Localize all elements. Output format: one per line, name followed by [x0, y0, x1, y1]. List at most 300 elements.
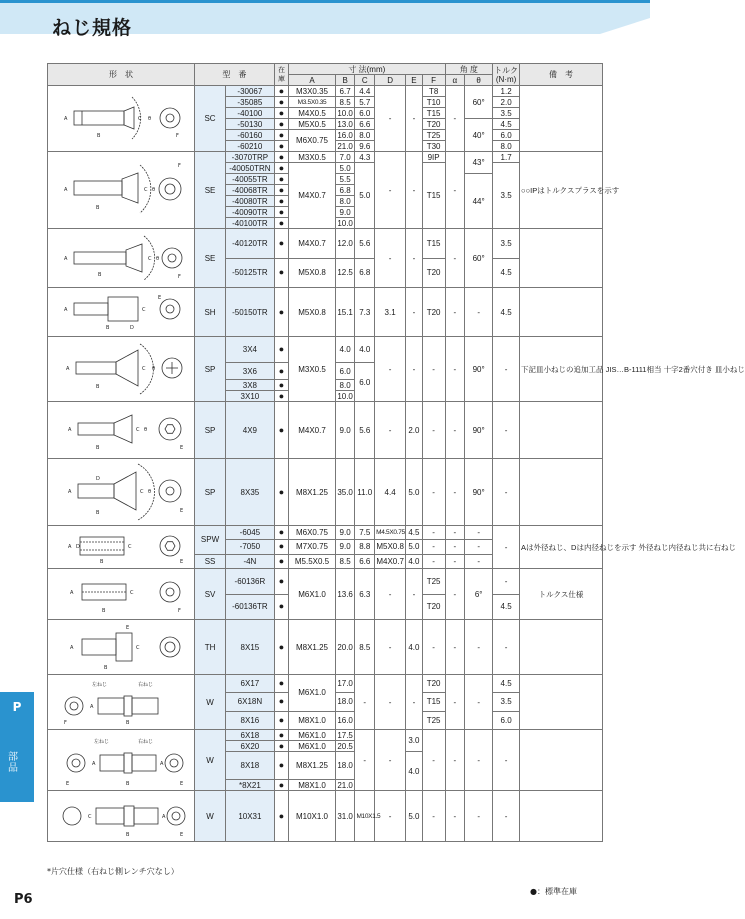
svg-text:B: B [126, 720, 130, 726]
remark [520, 459, 603, 526]
torque: 3.5 [493, 108, 520, 119]
svg-text:A: A [64, 187, 68, 193]
angle-theta: 60° [465, 86, 493, 119]
svg-text:A: A [68, 544, 72, 550]
dim-c: 6.6 [355, 554, 375, 568]
header-remarks: 備 考 [520, 64, 603, 86]
dim-c: 8.5 [355, 620, 375, 675]
stock-mark: ● [274, 711, 288, 729]
angle-theta: 40° [465, 119, 493, 152]
dim-b: 9.0 [335, 402, 355, 459]
svg-text:A: A [160, 761, 164, 767]
dim-b: 6.0 [335, 363, 355, 380]
dim-a: M8X1.0 [289, 711, 336, 729]
dim-a: M4X0.7 [289, 229, 336, 259]
svg-text:A: A [68, 427, 72, 433]
stock-mark: ● [274, 459, 288, 526]
svg-text:A: A [92, 761, 96, 767]
svg-text:E: E [66, 781, 70, 787]
shape-sp-8x35-drawing [48, 459, 195, 526]
dim-e: 4.0 [406, 620, 423, 675]
dim-b: 18.0 [335, 693, 355, 711]
angle-theta: - [465, 554, 493, 568]
model-number: 10X31 [226, 791, 275, 842]
model-number: -40050TRN [226, 163, 275, 174]
angle-theta: - [465, 288, 493, 337]
dim-f: - [422, 337, 445, 402]
dim-d: - [375, 402, 406, 459]
dim-b: 8.5 [335, 97, 355, 108]
torque: - [493, 730, 520, 791]
model-number: 8X35 [226, 459, 275, 526]
page-title: ねじ規格 [52, 17, 133, 39]
dim-e: 5.0 [406, 540, 423, 554]
dim-b: 21.0 [335, 780, 355, 791]
dim-f: - [422, 620, 445, 675]
torque: - [493, 569, 520, 595]
stock-mark: ● [274, 152, 288, 163]
header-shape: 形 状 [48, 64, 195, 86]
dim-e: 4.0 [406, 752, 423, 791]
model-number: 3X6 [226, 363, 275, 380]
dim-c: 6.0 [355, 108, 375, 119]
stock-mark: ● [274, 791, 288, 842]
svg-text:A: A [64, 115, 68, 122]
angle-alpha: - [445, 675, 465, 730]
dim-b: 6.8 [335, 185, 355, 196]
dim-f: T20 [422, 119, 445, 130]
dim-c: - [355, 730, 375, 791]
stock-mark: ● [274, 402, 288, 459]
torque: 3.5 [493, 163, 520, 229]
torque: - [493, 402, 520, 459]
dim-b: 35.0 [335, 459, 355, 526]
header-E: E [406, 75, 423, 86]
series-code: SC [195, 86, 226, 152]
torque: - [493, 459, 520, 526]
shape-sp-drawing [48, 337, 195, 402]
angle-theta: - [465, 675, 493, 730]
dim-f: T20 [422, 288, 445, 337]
svg-text:E: E [158, 295, 162, 301]
stock-mark: ● [274, 130, 288, 141]
stock-mark: ● [274, 540, 288, 554]
torque: - [493, 526, 520, 569]
dim-d: - [375, 229, 406, 288]
model-number: -40068TR [226, 185, 275, 196]
dim-c: 4.3 [355, 152, 375, 163]
angle-theta: 43° [465, 152, 493, 174]
svg-text:θ: θ [152, 187, 156, 193]
svg-text:θ: θ [148, 489, 152, 495]
dim-c: 4.4 [355, 86, 375, 97]
svg-text:θ: θ [144, 427, 148, 433]
dim-e: 4.0 [406, 554, 423, 568]
svg-text:B: B [97, 132, 101, 139]
remark: ○○IPはトルクスプラスを示す [520, 152, 603, 229]
angle-alpha: - [445, 337, 465, 402]
dim-a: M6X1.0 [289, 730, 336, 741]
model-number: 4X9 [226, 402, 275, 459]
dim-a: M3X0.35 [289, 86, 336, 97]
dim-b: 8.0 [335, 380, 355, 391]
svg-text:D: D [130, 325, 134, 331]
dim-a: M8X1.25 [289, 620, 336, 675]
stock-mark: ● [274, 620, 288, 675]
header-theta: θ [465, 75, 493, 86]
dim-b: 6.7 [335, 86, 355, 97]
torque: 8.0 [493, 141, 520, 152]
dim-c: 7.3 [355, 288, 375, 337]
shape-th-drawing [48, 620, 195, 675]
stock-mark: ● [274, 185, 288, 196]
model-number: 8X15 [226, 620, 275, 675]
model-number: 6X20 [226, 741, 275, 752]
svg-text:B: B [126, 781, 130, 787]
dim-c: 6.6 [355, 119, 375, 130]
dim-c: 5.0 [355, 163, 375, 229]
category-tab[interactable] [0, 692, 34, 802]
svg-text:θ: θ [156, 256, 160, 262]
stock-mark: ● [274, 752, 288, 780]
dim-a: M5X0.8 [289, 288, 336, 337]
stock-mark: ● [274, 337, 288, 363]
dim-e: 3.0 [406, 730, 423, 752]
torque: 6.0 [493, 711, 520, 729]
svg-text:D: D [76, 544, 80, 550]
svg-text:B: B [96, 205, 100, 211]
dim-b: 20.0 [335, 620, 355, 675]
stock-mark: ● [274, 196, 288, 207]
model-number: 3X4 [226, 337, 275, 363]
dim-e: 4.5 [406, 526, 423, 540]
svg-text:C: C [136, 427, 140, 433]
dim-d: 4.4 [375, 459, 406, 526]
angle-theta: 6° [465, 569, 493, 620]
model-number: -40100TR [226, 218, 275, 229]
stock-mark: ● [274, 163, 288, 174]
dim-b: 17.0 [335, 675, 355, 693]
shape-w2-drawing [48, 730, 195, 791]
stock-mark: ● [274, 288, 288, 337]
dim-a: M6X0.75 [289, 130, 336, 152]
stock-mark: ● [274, 780, 288, 791]
svg-text:F: F [178, 274, 181, 280]
svg-text:E: E [180, 559, 184, 565]
angle-alpha: - [445, 288, 465, 337]
model-number: -40120TR [226, 229, 275, 259]
torque: 2.0 [493, 97, 520, 108]
angle-alpha: - [445, 526, 465, 540]
dim-d: 3.1 [375, 288, 406, 337]
stock-legend: ●：標準在庫 [530, 887, 577, 896]
dim-d: - [375, 152, 406, 229]
model-number: 8X18 [226, 752, 275, 780]
angle-alpha: - [445, 620, 465, 675]
stock-mark: ● [274, 229, 288, 259]
dim-b: 13.6 [335, 569, 355, 620]
dim-f: - [422, 459, 445, 526]
dim-a: M5X0.5 [289, 119, 336, 130]
dim-b: 21.0 [335, 141, 355, 152]
model-number: 3X8 [226, 380, 275, 391]
dim-f: T10 [422, 97, 445, 108]
dim-a: M6X1.0 [289, 675, 336, 712]
stock-mark: ● [274, 526, 288, 540]
dim-d: M4X0.7 [375, 554, 406, 568]
remark [520, 402, 603, 459]
dim-b: 31.0 [335, 791, 355, 842]
dim-f: 9IP [422, 152, 445, 163]
dim-c: 4.0 [355, 337, 375, 363]
series-code: TH [195, 620, 226, 675]
torque: 1.7 [493, 152, 520, 163]
header-D: D [375, 75, 406, 86]
dim-c: 6.0 [355, 363, 375, 402]
label-right-thread: 右ねじ [138, 682, 154, 688]
angle-theta: 44° [465, 174, 493, 229]
dim-c: 6.8 [355, 258, 375, 288]
svg-text:C: C [142, 366, 146, 372]
dim-c: 6.3 [355, 569, 375, 620]
series-code: SE [195, 229, 226, 288]
dim-c: 5.6 [355, 402, 375, 459]
dim-a: M3X0.5 [289, 152, 336, 163]
svg-text:E: E [180, 445, 184, 451]
dim-b: 10.0 [335, 108, 355, 119]
model-number: 8X16 [226, 711, 275, 729]
remark: トルクス仕様 [520, 569, 603, 620]
dim-c: 8.8 [355, 540, 375, 554]
dim-a: M5X0.8 [289, 258, 336, 288]
stock-mark: ● [274, 569, 288, 595]
angle-alpha: - [445, 229, 465, 288]
dim-f: T25 [422, 130, 445, 141]
angle-alpha: - [445, 540, 465, 554]
dim-a: M3.5X0.35 [289, 97, 336, 108]
svg-text:F: F [178, 163, 181, 169]
svg-text:D: D [96, 476, 100, 482]
stock-mark: ● [274, 594, 288, 620]
header-F: F [422, 75, 445, 86]
dim-f: T20 [422, 258, 445, 288]
angle-alpha: - [445, 554, 465, 568]
dim-e: 5.0 [406, 459, 423, 526]
series-code: W [195, 730, 226, 791]
tab-category: 部品 [8, 752, 18, 774]
svg-text:B: B [98, 272, 102, 278]
label-right-thread: 右ねじ [138, 739, 154, 745]
footnote: *片穴仕様（右ねじ側レンチ穴なし） [47, 867, 179, 876]
dim-d: - [375, 675, 406, 730]
label-left-thread: 左ねじ [92, 682, 108, 688]
model-number: -60160 [226, 130, 275, 141]
svg-text:F: F [64, 720, 67, 726]
model-number: -30067 [226, 86, 275, 97]
svg-text:C: C [138, 115, 142, 122]
model-number: -50150TR [226, 288, 275, 337]
svg-text:C: C [130, 590, 134, 596]
dim-c: M10X1.5 [355, 791, 375, 842]
dim-f: T20 [422, 594, 445, 620]
svg-text:E: E [126, 625, 130, 631]
svg-text:B: B [100, 559, 104, 565]
angle-alpha: - [445, 459, 465, 526]
dim-c: 5.6 [355, 229, 375, 259]
angle-theta: 60° [465, 229, 493, 288]
header-torque: トルク (N·m) [494, 65, 519, 84]
torque: 4.5 [493, 594, 520, 620]
dim-d: - [375, 791, 406, 842]
stock-mark: ● [274, 207, 288, 218]
model-number: 3X10 [226, 391, 275, 402]
svg-text:C: C [148, 256, 152, 262]
stock-mark: ● [274, 741, 288, 752]
dim-b: 17.5 [335, 730, 355, 741]
svg-text:A: A [64, 307, 68, 313]
shape-w3-drawing [48, 791, 195, 842]
shape-sv-drawing [48, 569, 195, 620]
spec-table [47, 63, 745, 842]
model-number: -3070TRP [226, 152, 275, 163]
svg-text:B: B [104, 665, 108, 671]
dim-a: M6X1.0 [289, 741, 336, 752]
svg-text:C: C [88, 814, 92, 820]
svg-text:B: B [102, 608, 106, 614]
header-C: C [355, 75, 375, 86]
dim-f: T8 [422, 86, 445, 97]
dim-e: - [406, 152, 423, 229]
dim-e: - [406, 86, 423, 152]
dim-f: T15 [422, 108, 445, 119]
dim-b: 9.0 [335, 526, 355, 540]
dim-b: 13.0 [335, 119, 355, 130]
shape-spw-drawing [48, 526, 195, 569]
torque: 3.5 [493, 229, 520, 259]
dim-b: 8.5 [335, 554, 355, 568]
dim-b: 9.0 [335, 540, 355, 554]
angle-theta: - [465, 620, 493, 675]
series-code: SPW [195, 526, 226, 555]
remark: 下記皿小ねじの追加工品 JIS…B-1111相当 十字2番穴付き 皿小ねじ [520, 337, 603, 402]
dim-c: 11.0 [355, 459, 375, 526]
stock-mark: ● [274, 174, 288, 185]
svg-text:E: E [180, 781, 184, 787]
svg-text:A: A [162, 814, 166, 820]
shape-w-drawing [48, 675, 195, 730]
dim-b: 18.0 [335, 752, 355, 780]
shape-se-drawing [48, 152, 195, 229]
angle-theta: 90° [465, 402, 493, 459]
dim-a: M8X1.25 [289, 459, 336, 526]
angle-alpha: - [445, 730, 465, 791]
stock-mark: ● [274, 675, 288, 693]
dim-a: M3X0.5 [289, 337, 336, 402]
series-code: SV [195, 569, 226, 620]
svg-text:C: C [140, 489, 144, 495]
svg-text:C: C [144, 187, 148, 193]
dim-d: M4.5X0.75 [375, 526, 406, 540]
dim-e: - [406, 337, 423, 402]
dim-e: 5.0 [406, 791, 423, 842]
svg-text:B: B [96, 384, 100, 390]
dim-b: 15.1 [335, 288, 355, 337]
shape-se-long-drawing [48, 229, 195, 288]
angle-alpha: - [445, 86, 465, 152]
remark [520, 288, 603, 337]
series-code: SE [195, 152, 226, 229]
dim-b: 10.0 [335, 218, 355, 229]
dim-b: 16.0 [335, 711, 355, 729]
svg-text:C: C [142, 307, 146, 313]
stock-mark: ● [274, 86, 288, 97]
dim-a: M4X0.5 [289, 108, 336, 119]
remark [520, 675, 603, 730]
torque: 4.5 [493, 675, 520, 693]
dim-a: M8X1.25 [289, 752, 336, 780]
stock-mark: ● [274, 554, 288, 568]
dim-f: - [422, 540, 445, 554]
shape-sc-drawing [48, 86, 195, 152]
stock-mark: ● [274, 97, 288, 108]
angle-alpha: - [445, 152, 465, 229]
model-number: -35085 [226, 97, 275, 108]
torque: 1.2 [493, 86, 520, 97]
angle-theta: 90° [465, 459, 493, 526]
torque: 6.0 [493, 130, 520, 141]
svg-text:A: A [90, 704, 94, 710]
dim-c: 7.5 [355, 526, 375, 540]
header-angle: 角 度 [445, 64, 493, 75]
series-code: SP [195, 337, 226, 402]
svg-text:A: A [68, 489, 72, 495]
model-number: -50125TR [226, 258, 275, 288]
dim-c: 9.6 [355, 141, 375, 152]
series-code: W [195, 791, 226, 842]
header-model: 型 番 [195, 64, 275, 86]
svg-text:θ: θ [148, 115, 152, 122]
torque: 4.5 [493, 258, 520, 288]
stock-mark: ● [274, 380, 288, 391]
model-number: -6045 [226, 526, 275, 540]
svg-text:C: C [136, 645, 140, 651]
svg-text:θ: θ [152, 366, 156, 372]
shape-sp-4x9-drawing [48, 402, 195, 459]
header-dims: 寸 法(mm) [289, 64, 445, 75]
stock-mark: ● [274, 119, 288, 130]
svg-text:B: B [96, 510, 100, 516]
dim-f: T20 [422, 675, 445, 693]
stock-mark: ● [274, 218, 288, 229]
dim-a: M6X0.75 [289, 526, 336, 540]
torque: 4.5 [493, 119, 520, 130]
stock-mark: ● [274, 108, 288, 119]
svg-text:A: A [64, 256, 68, 262]
torque: - [493, 791, 520, 842]
dim-d: - [375, 730, 406, 791]
remark: Aは外径ねじ、Dは内径ねじを示す 外径ねじ内径ねじ共に右ねじ [520, 526, 603, 569]
header-A: A [289, 75, 336, 86]
dim-a: M5.5X0.5 [289, 554, 336, 568]
shape-sh-drawing [48, 288, 195, 337]
dim-e: - [406, 675, 423, 730]
model-number: 6X18 [226, 730, 275, 741]
series-code: W [195, 675, 226, 730]
svg-text:B: B [106, 325, 110, 331]
model-number: -60210 [226, 141, 275, 152]
dim-a: M7X0.75 [289, 540, 336, 554]
dim-b: 5.5 [335, 174, 355, 185]
